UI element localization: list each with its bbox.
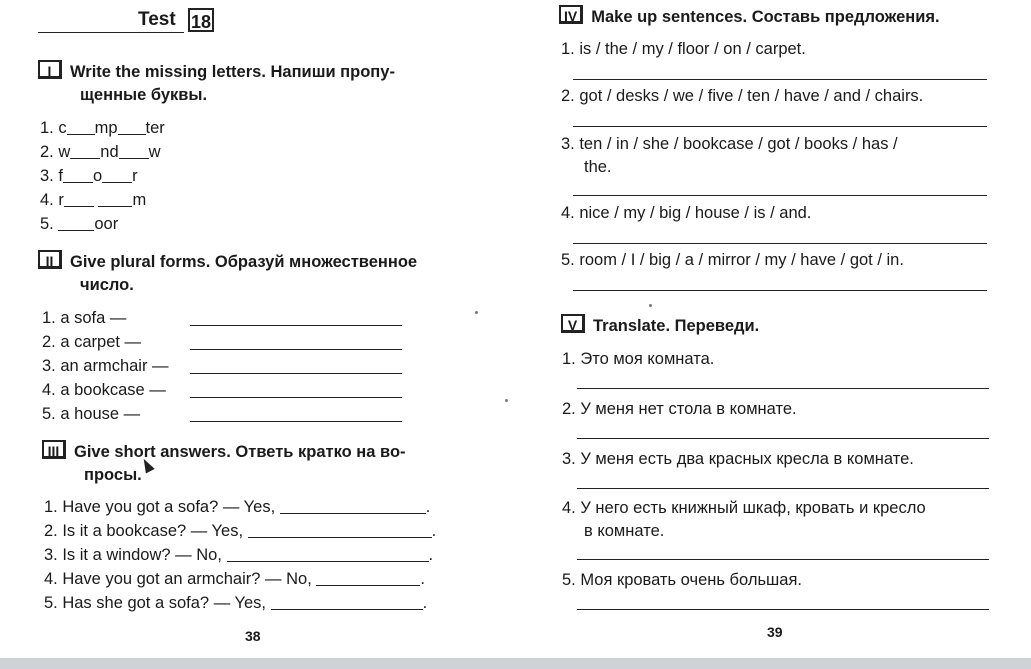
speck xyxy=(505,399,508,402)
missing-letters-item-1: 1. c mp ter xyxy=(40,119,165,137)
answer-line[interactable] xyxy=(573,79,987,80)
answer-line[interactable] xyxy=(190,397,402,398)
blank[interactable] xyxy=(64,190,94,207)
section-2-title-line1: Give plural forms. Образуй множественное xyxy=(70,253,418,271)
section-2-title-line2: число. xyxy=(80,276,134,294)
speck xyxy=(649,304,652,307)
left-page xyxy=(0,0,515,669)
translate-item-3: 3. У меня есть два красных кресла в комнате. xyxy=(562,450,914,468)
test-label: Test xyxy=(138,9,176,30)
section-1-numeral: I xyxy=(38,60,62,79)
section-1-title xyxy=(38,60,478,107)
sentence-item-4: 4. nice / my / big / house / is / and. xyxy=(561,204,812,222)
blank[interactable] xyxy=(119,142,149,159)
translate-item-4-cont: в комнате. xyxy=(584,522,665,540)
answer-line[interactable] xyxy=(577,438,989,439)
section-5-title xyxy=(561,314,1021,338)
answer-blank[interactable] xyxy=(280,497,426,514)
test-number: 18 xyxy=(188,8,214,32)
section-3-title-line2: просы. xyxy=(84,466,142,484)
translate-item-5: 5. Моя кровать очень большая. xyxy=(562,571,802,589)
translate-item-2: 2. У меня нет стола в комнате. xyxy=(562,400,797,418)
blank[interactable] xyxy=(118,118,146,135)
answer-blank[interactable] xyxy=(248,521,432,538)
section-4-title xyxy=(559,5,1019,29)
answer-line[interactable] xyxy=(190,349,402,350)
answer-line[interactable] xyxy=(573,243,987,244)
sentence-item-1: 1. is / the / my / floor / on / carpet. xyxy=(561,40,806,58)
translate-item-1: 1. Это моя комната. xyxy=(562,350,715,368)
section-4-numeral: IV xyxy=(559,5,583,24)
answer-line[interactable] xyxy=(577,388,989,389)
sentence-item-5: 5. room / I / big / a / mirror / my / have / got / in. xyxy=(561,251,904,269)
translate-item-4: 4. У него есть книжный шкаф, кровать и кресло xyxy=(562,499,926,517)
speck xyxy=(475,311,478,314)
short-answer-item-4: 4. Have you got an armchair? — No, . xyxy=(44,570,425,588)
right-page xyxy=(515,0,1031,669)
sentence-item-3: 3. ten / in / she / bookcase / got / books / has / xyxy=(561,135,898,153)
header-underline xyxy=(38,32,184,33)
section-4-title-text: Make up sentences. Составь предложения. xyxy=(591,8,940,26)
missing-letters-item-2: 2. w nd w xyxy=(40,143,161,161)
blank[interactable] xyxy=(102,166,132,183)
section-3-numeral: III xyxy=(42,440,66,459)
blank[interactable] xyxy=(98,190,132,207)
page-number-left: 38 xyxy=(245,628,261,644)
test-header xyxy=(38,8,218,36)
section-5-numeral: V xyxy=(561,314,585,333)
plural-item-5: 5. a house — xyxy=(42,405,141,423)
plural-item-1: 1. a sofa — xyxy=(42,309,127,327)
answer-line[interactable] xyxy=(577,488,989,489)
blank[interactable] xyxy=(63,166,93,183)
missing-letters-item-3: 3. f o r xyxy=(40,167,138,185)
sentence-item-3-cont: the. xyxy=(584,158,612,176)
sentence-item-2: 2. got / desks / we / five / ten / have / and / chairs. xyxy=(561,87,924,105)
answer-line[interactable] xyxy=(573,195,987,196)
missing-letters-item-5: 5. oor xyxy=(40,215,119,233)
answer-line[interactable] xyxy=(577,609,989,610)
answer-line[interactable] xyxy=(573,290,987,291)
blank[interactable] xyxy=(67,118,95,135)
blank[interactable] xyxy=(70,142,100,159)
section-5-title-text: Translate. Переведи. xyxy=(593,317,760,335)
missing-letters-item-4: 4. r m xyxy=(40,191,147,209)
answer-line[interactable] xyxy=(573,126,987,127)
short-answer-item-3: 3. Is it a window? — No, . xyxy=(44,546,434,564)
answer-line[interactable] xyxy=(190,421,402,422)
section-2-numeral: II xyxy=(38,250,62,269)
section-3-title xyxy=(42,440,482,487)
page-number-right: 39 xyxy=(767,624,783,640)
section-2-title xyxy=(38,250,478,297)
short-answer-item-1: 1. Have you got a sofa? — Yes, . xyxy=(44,498,431,516)
answer-line[interactable] xyxy=(190,325,402,326)
answer-blank[interactable] xyxy=(271,593,423,610)
section-1-title-line1: Write the missing letters. Напиши пропу- xyxy=(70,63,395,81)
section-1-title-line2: щенные буквы. xyxy=(80,86,208,104)
answer-line[interactable] xyxy=(190,373,402,374)
plural-item-3: 3. an armchair — xyxy=(42,357,169,375)
answer-line[interactable] xyxy=(577,559,989,560)
blank[interactable] xyxy=(58,214,94,231)
answer-blank[interactable] xyxy=(227,545,429,562)
plural-item-4: 4. a bookcase — xyxy=(42,381,166,399)
window-bottom-bar xyxy=(0,658,1031,669)
answer-blank[interactable] xyxy=(316,569,420,586)
short-answer-item-5: 5. Has she got a sofa? — Yes, . xyxy=(44,594,428,612)
section-3-title-line1: Give short answers. Ответь кратко на во- xyxy=(74,443,406,461)
short-answer-item-2: 2. Is it a bookcase? — Yes, . xyxy=(44,522,437,540)
plural-item-2: 2. a carpet — xyxy=(42,333,142,351)
